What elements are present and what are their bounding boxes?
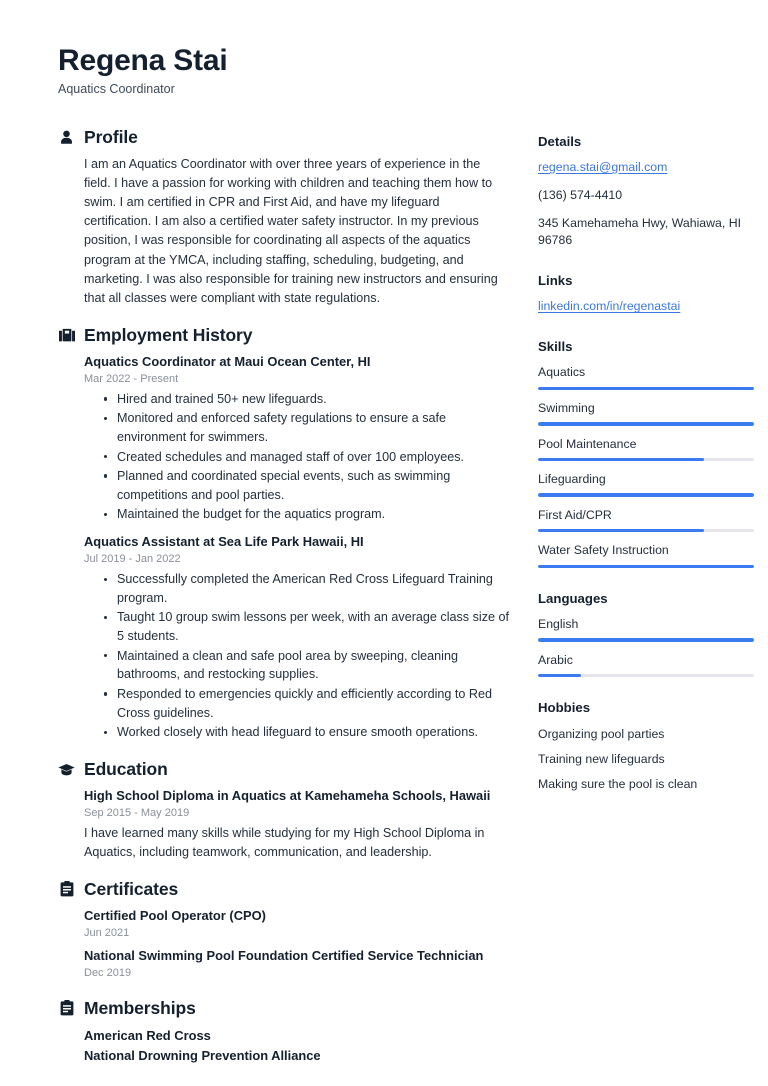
user-icon bbox=[58, 129, 75, 146]
section-header-memberships bbox=[58, 998, 510, 1019]
certificate-title: National Swimming Pool Foundation Certified Service Technician bbox=[84, 947, 484, 963]
skill-label: Swimming bbox=[538, 401, 595, 416]
skill-meter-track bbox=[538, 493, 754, 496]
membership-entry: American Red Cross bbox=[84, 1027, 211, 1043]
skill-label: Aquatics bbox=[538, 365, 586, 380]
hobby-item: Organizing pool parties bbox=[538, 726, 665, 741]
employment-entry-date: Jul 2019 - Jan 2022 bbox=[84, 553, 181, 566]
skill-row bbox=[538, 507, 754, 533]
list-item: Worked closely with head lifeguard to ensure smooth operations. bbox=[104, 723, 510, 742]
candidate-name: Regena Stai bbox=[58, 44, 228, 77]
main-column bbox=[58, 127, 520, 1083]
language-meter-fill bbox=[538, 674, 581, 677]
section-education bbox=[58, 759, 510, 862]
sidebar-column bbox=[538, 127, 754, 815]
section-body-memberships bbox=[58, 1026, 510, 1066]
section-title-employment: Employment History bbox=[84, 324, 253, 345]
list-item: Created schedules and managed staff of over 100 employees. bbox=[104, 448, 510, 467]
skill-label: Pool Maintenance bbox=[538, 436, 637, 451]
language-meter-track bbox=[538, 638, 754, 641]
briefcase-icon bbox=[58, 327, 75, 344]
section-memberships bbox=[58, 998, 510, 1066]
employment-entry-date: Mar 2022 - Present bbox=[84, 373, 179, 386]
sidebar-block-hobbies bbox=[538, 699, 754, 793]
certificate-entry bbox=[84, 947, 510, 981]
linkedin-link[interactable]: linkedin.com/in/regenastai bbox=[538, 299, 681, 314]
employment-entry bbox=[84, 353, 510, 524]
sidebar-block-languages bbox=[538, 590, 754, 677]
language-meter-fill bbox=[538, 638, 754, 641]
skill-meter-track bbox=[538, 422, 754, 425]
resume-body bbox=[58, 126, 741, 1083]
hobby-item: Making sure the pool is clean bbox=[538, 776, 698, 791]
email-link[interactable]: regena.stai@gmail.com bbox=[538, 160, 668, 174]
candidate-job-title: Aquatics Coordinator bbox=[58, 81, 175, 96]
certificate-title: Certified Pool Operator (CPO) bbox=[84, 907, 266, 923]
phone-text: (136) 574-4410 bbox=[538, 187, 623, 202]
sidebar-block-details bbox=[538, 133, 754, 250]
certificate-date: Jun 2021 bbox=[84, 926, 130, 939]
skill-meter-fill bbox=[538, 458, 704, 461]
education-entry-date: Sep 2015 - May 2019 bbox=[84, 807, 190, 820]
skill-row bbox=[538, 364, 754, 390]
membership-entry: National Drowning Prevention Alliance bbox=[84, 1047, 321, 1063]
section-profile bbox=[58, 127, 510, 308]
sidebar-title-details: Details bbox=[538, 133, 582, 149]
graduation-cap-icon bbox=[58, 761, 75, 778]
clipboard-icon bbox=[58, 881, 75, 898]
skill-meter-track bbox=[538, 387, 754, 390]
resume-header bbox=[58, 44, 738, 97]
section-title-education: Education bbox=[84, 759, 168, 780]
list-item: Maintained the budget for the aquatics program. bbox=[104, 505, 510, 524]
skill-row bbox=[538, 542, 754, 568]
section-title-memberships: Memberships bbox=[84, 997, 196, 1018]
list-item: Taught 10 group swim lessons per week, with an average class size of 5 students. bbox=[104, 608, 510, 646]
employment-entry-title: Aquatics Assistant at Sea Life Park Hawaii, HI bbox=[84, 534, 364, 550]
language-label: English bbox=[538, 617, 579, 632]
employment-entry bbox=[84, 533, 510, 742]
list-item: Hired and trained 50+ new lifeguards. bbox=[104, 390, 510, 409]
sidebar-title-hobbies: Hobbies bbox=[538, 700, 591, 716]
list-item: Responded to emergencies quickly and efficiently according to Red Cross guidelines. bbox=[104, 685, 510, 723]
certificate-entry bbox=[84, 907, 510, 941]
education-entry bbox=[84, 787, 510, 862]
education-entry-title: High School Diploma in Aquatics at Kamehameha Schools, Hawaii bbox=[84, 788, 491, 804]
skill-meter-fill bbox=[538, 387, 754, 390]
employment-entry-bullets bbox=[84, 390, 510, 524]
section-body-profile bbox=[58, 155, 510, 308]
language-meter-track bbox=[538, 674, 754, 677]
skill-meter-track bbox=[538, 565, 754, 568]
language-row bbox=[538, 652, 754, 678]
skill-row bbox=[538, 436, 754, 462]
skill-row bbox=[538, 471, 754, 497]
skill-label: Water Safety Instruction bbox=[538, 543, 669, 558]
section-header-employment bbox=[58, 325, 510, 346]
section-title-certificates: Certificates bbox=[84, 878, 179, 899]
skill-meter-track bbox=[538, 458, 754, 461]
skill-meter-fill bbox=[538, 422, 754, 425]
clipboard-icon bbox=[58, 1000, 75, 1017]
section-header-education bbox=[58, 759, 510, 780]
list-item: Successfully completed the American Red Cross Lifeguard Training program. bbox=[104, 570, 510, 608]
hobby-item: Training new lifeguards bbox=[538, 751, 665, 766]
section-body-certificates bbox=[58, 907, 510, 981]
section-title-profile: Profile bbox=[84, 126, 138, 147]
section-employment-history bbox=[58, 325, 510, 742]
education-entry-description: I have learned many skills while studying for my High School Diploma in Aquatics, including teamwork, communication, and leadership. bbox=[84, 825, 485, 859]
sidebar-block-links bbox=[538, 272, 754, 316]
section-header-certificates bbox=[58, 879, 510, 900]
skill-meter-fill bbox=[538, 529, 704, 532]
employment-entry-bullets bbox=[84, 570, 510, 742]
skill-row bbox=[538, 400, 754, 426]
section-header-profile bbox=[58, 127, 510, 148]
skill-meter-fill bbox=[538, 565, 754, 568]
section-body-education bbox=[58, 787, 510, 862]
list-item: Monitored and enforced safety regulations to ensure a safe environment for swimmers. bbox=[104, 409, 510, 447]
address-text: 345 Kamehameha Hwy, Wahiawa, HI 96786 bbox=[538, 215, 741, 248]
skill-meter-track bbox=[538, 529, 754, 532]
sidebar-title-languages: Languages bbox=[538, 591, 608, 607]
sidebar-title-links: Links bbox=[538, 273, 573, 289]
language-label: Arabic bbox=[538, 652, 573, 667]
certificate-date: Dec 2019 bbox=[84, 966, 132, 979]
list-item: Planned and coordinated special events, such as swimming competitions and pool parties. bbox=[104, 467, 510, 505]
sidebar-block-skills bbox=[538, 338, 754, 568]
skill-label: Lifeguarding bbox=[538, 472, 606, 487]
section-body-employment bbox=[58, 353, 510, 742]
list-item: Maintained a clean and safe pool area by sweeping, cleaning bathrooms, and restocking supplies. bbox=[104, 647, 510, 685]
language-row bbox=[538, 616, 754, 642]
employment-entry-title: Aquatics Coordinator at Maui Ocean Center, HI bbox=[84, 353, 371, 369]
skill-meter-fill bbox=[538, 493, 754, 496]
section-certificates bbox=[58, 879, 510, 981]
profile-text: I am an Aquatics Coordinator with over three years of experience in the field. I have a passion for working with children and teaching them how to swim. I am certified in CPR and First Aid, and have my lifeguard certification. I am also a certified water safety instructor. In my previous position, I was responsible for coordinating all aspects of the aquatics program at the YMCA, including staffing, scheduling, budgeting, and marketing. I was also responsible for training new instructors and ensuring that all classes were compliant with state regulations. bbox=[84, 156, 498, 305]
sidebar-title-skills: Skills bbox=[538, 339, 573, 355]
skill-label: First Aid/CPR bbox=[538, 507, 612, 522]
